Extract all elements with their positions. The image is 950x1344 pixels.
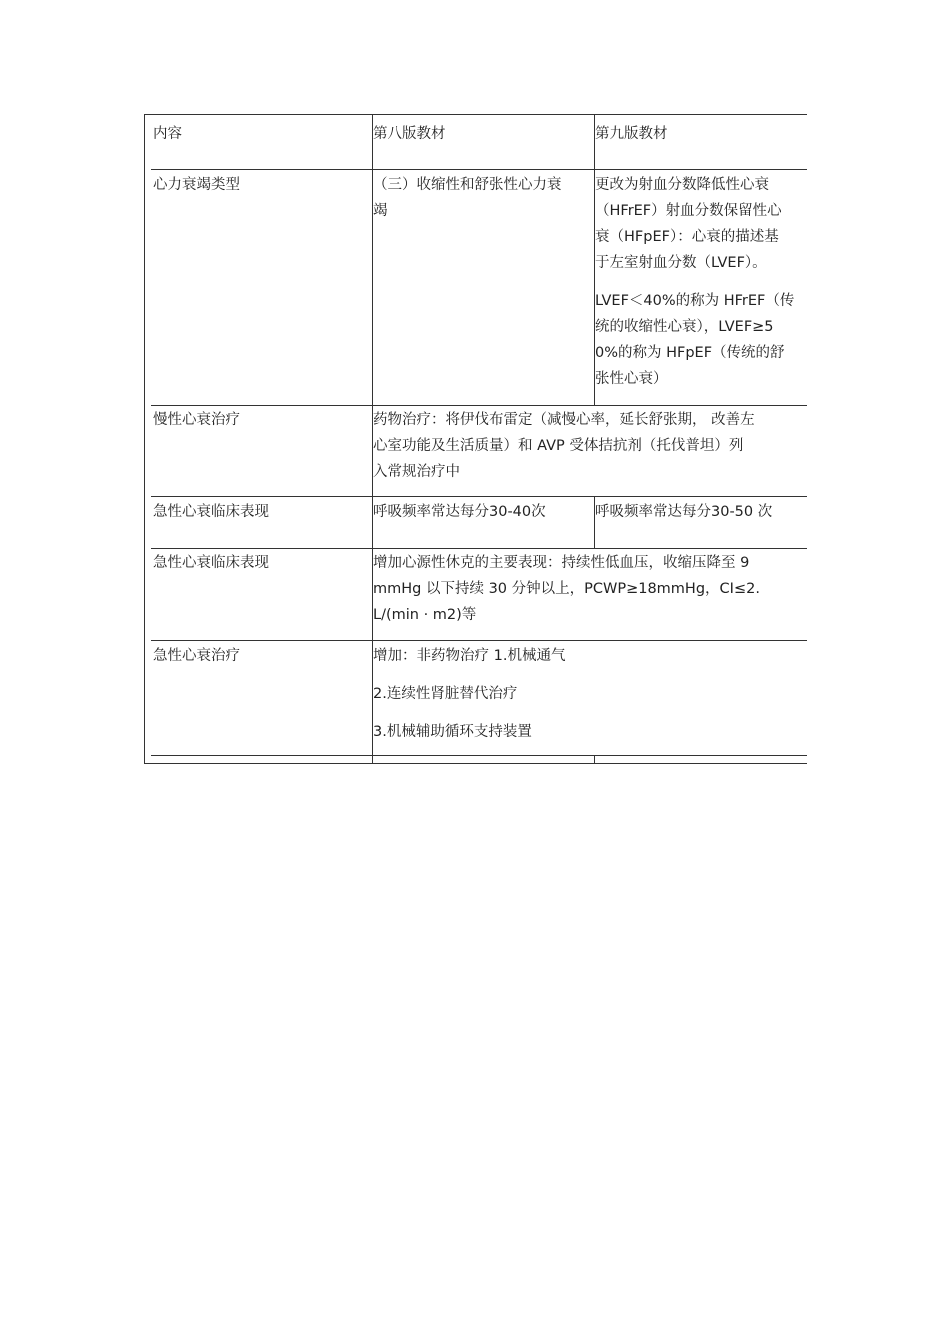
text-line: 入常规治疗中 (373, 464, 460, 480)
text-line: 衰（HFpEF）：心衰的描述基 (595, 229, 779, 245)
row-merged-text (373, 407, 755, 485)
row-topic: 慢性心衰治疗 (153, 412, 240, 428)
text-line: LVEF＜40%的称为 HFrEF（传 (595, 293, 795, 309)
text-line: 心室功能及生活质量）和 AVP 受体拮抗剂（托伐普坦）列 (373, 438, 744, 454)
row-ninth-text: 呼吸频率常达每分30-50 次 (595, 504, 773, 520)
row-eighth-text: 呼吸频率常达每分30-40次 (373, 504, 546, 520)
header-ninth-edition: 第九版教材 (595, 126, 668, 142)
header-eighth-edition: 第八版教材 (373, 126, 446, 142)
row-eighth-text (373, 172, 562, 224)
row-divider (151, 496, 807, 497)
row-divider (151, 640, 807, 641)
text-line: 2.连续性肾脏替代治疗 (373, 686, 518, 702)
row-merged-text (373, 643, 565, 745)
comparison-table (144, 114, 807, 764)
row-divider (151, 405, 807, 406)
text-line: 张性心衰） (595, 371, 668, 387)
text-line: 统的收缩性心衰），LVEF≥5 (595, 319, 774, 335)
row-merged-text (373, 550, 760, 628)
column-divider (594, 755, 595, 764)
text-line: 更改为射血分数降低性心衰 (595, 177, 769, 193)
text-line: （三）收缩性和舒张性心力衰 (373, 177, 562, 193)
text-line: mmHg 以下持续 30 分钟以上，PCWP≥18mmHg，CI≤2. (373, 581, 760, 597)
row-topic: 急性心衰治疗 (153, 648, 240, 664)
text-line: 竭 (373, 203, 388, 219)
text-line: 增加心源性休克的主要表现：持续性低血压，收缩压降至 9 (373, 555, 750, 571)
row-topic: 急性心衰临床表现 (153, 555, 269, 571)
row-divider (151, 548, 807, 549)
text-line: 药物治疗：将伊伐布雷定（减慢心率，延长舒张期， 改善左 (373, 412, 755, 428)
row-topic: 心力衰竭类型 (153, 177, 240, 193)
text-line: 0%的称为 HFpEF（传统的舒 (595, 345, 785, 361)
row-topic: 急性心衰临床表现 (153, 504, 269, 520)
text-line: 于左室射血分数（LVEF）。 (595, 255, 767, 271)
row-divider (151, 755, 807, 756)
text-line: （HFrEF）射血分数保留性心 (595, 203, 782, 219)
text-line: L/(min · m2)等 (373, 607, 477, 623)
row-divider (151, 169, 807, 170)
text-line: 3.机械辅助循环支持装置 (373, 724, 532, 740)
header-content: 内容 (153, 126, 182, 142)
row-ninth-text (595, 172, 794, 392)
text-line: 增加：非药物治疗 1.机械通气 (373, 648, 566, 664)
